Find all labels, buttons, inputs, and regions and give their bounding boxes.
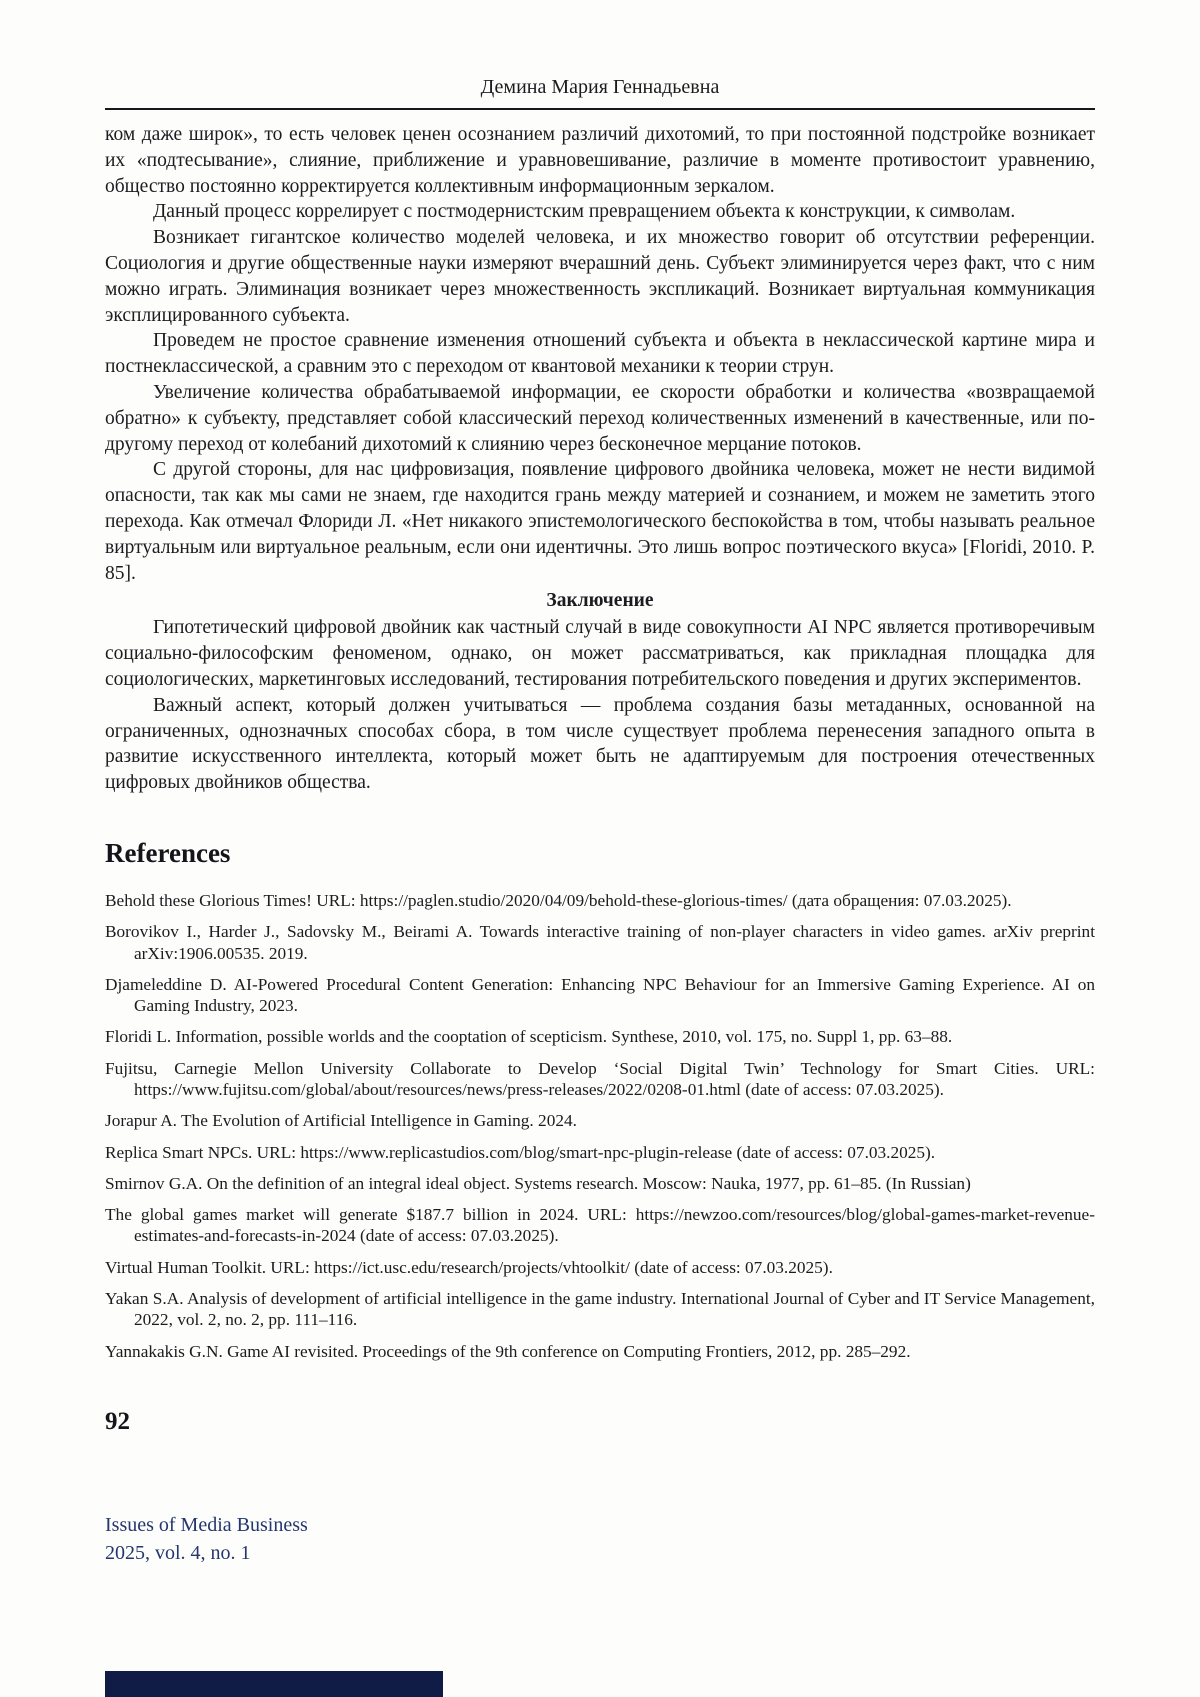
reference-item: Jorapur A. The Evolution of Artificial Intelligence in Gaming. 2024. [105,1111,577,1131]
reference-item: Replica Smart NPCs. URL: https://www.replicastudios.com/blog/smart-npc-plugin-release (date of access: 07.03.2025). [105,1142,936,1162]
footer-bar [105,1671,443,1697]
reference-item: Floridi L. Information, possible worlds and the cooptation of scepticism. Synthese, 2010, vol. 175, no. Suppl 1, pp. 63–88. [105,1027,953,1047]
running-head [105,0,1095,110]
journal-issue: 2025, vol. 4, no. 1 [105,1542,251,1564]
conclusion-paragraph: Гипотетический цифровой двойник как частный случай в виде совокупности AI NPC является противоречивым социально-философским феноменом, однако, он может рассматриваться, как прикладная площадка для социологических, маркетинговых исследований, тестирования потребительского поведения и других экспериментов. [105,617,1095,690]
reference-item: Behold these Glorious Times! URL: https://paglen.studio/2020/04/09/behold-these-glorious-times/ (дата обращения: 07.03.2025). [105,890,1012,910]
reference-item: The global games market will generate $187.7 billion in 2024. URL: https://newzoo.com/resources/blog/global-games-market-revenue-estimates-and-forecasts-in-2024 (date of access: 07.03.2025). [105,1205,1095,1246]
author-name: Демина Мария Геннадьевна [480,76,720,98]
body-paragraph: Возникает гигантское количество моделей человека, и их множество говорит об отсутствии референции. Социология и другие общественные науки измеряют вчерашний день. Субъект элиминируется через факт, что с ним можно играть. Элиминация возникает через множественность экспликаций. Возникает виртуальная коммуникация эксплицированного субъекта. [105,227,1095,326]
reference-item: Djameleddine D. AI-Powered Procedural Content Generation: Enhancing NPC Behaviour for an Immersive Gaming Experience. AI on Gaming Industry, 2023. [105,974,1095,1016]
page-footer [105,1511,308,1567]
reference-item: Fujitsu, Carnegie Mellon University Collaborate to Develop ‘Social Digital Twin’ Technology for Smart Cities. URL: https://www.fujitsu.com/global/about/resources/news/press-releases/2022/0208-01.html (date of access: 07.03.2025). [105,1058,1095,1099]
reference-item: Smirnov G.A. On the definition of an integral ideal object. Systems research. Moscow: Nauka, 1977, pp. 61–85. (In Russian) [105,1173,971,1193]
references-list [105,890,1095,1362]
body-paragraph: Увеличение количества обрабатываемой информации, ее скорости обработки и количества «возвращаемой обратно» к субъекту, представляет собой классический переход количественных изменений в качественные, или по-другому переход от колебаний дихотомий к слиянию через бесконечное мерцание потоков. [105,381,1095,455]
body-paragraph: Данный процесс коррелирует с постмодернистским превращением объекта к конструкции, к символам. [153,201,1016,223]
page-number: 92 [105,1408,130,1435]
journal-title: Issues of Media Business [105,1514,308,1536]
reference-item: Yakan S.A. Analysis of development of artificial intelligence in the game industry. International Journal of Cyber and IT Service Management, 2022, vol. 2, no. 2, pp. 111–116. [105,1289,1095,1330]
conclusion-heading: Заключение [546,590,654,612]
body-paragraph: ком даже широк», то есть человек ценен осознанием различий дихотомий, то при постоянной подстройке возникает их «подтесывание», слияние, приближение и уравновешивание, различие в моменте противостоит уравнению, общество постоянно корректируется коллективным информационным зеркалом. [105,124,1095,197]
body-paragraph: С другой стороны, для нас цифровизация, появление цифрового двойника человека, может не нести видимой опасности, так как мы сами не знаем, где находится грань между материей и сознанием, и можем не заметить этого перехода. Как отмечал Флориди Л. «Нет никакого эпистемологического беспокойства в том, чтобы называть реальное виртуальным или виртуальное реальным, если они идентичны. Это лишь вопрос поэтического вкуса» [Floridi, 2010. P. 85]. [105,459,1095,584]
reference-item: Yannakakis G.N. Game AI revisited. Proceedings of the 9th conference on Computing Frontiers, 2012, pp. 285–292. [105,1341,911,1361]
body-paragraph: Проведем не простое сравнение изменения отношений субъекта и объекта в неклассической картине мира и постнеклассической, а сравним это с переходом от квантовой механики к теории струн. [105,330,1095,378]
article-body [105,122,1095,1372]
reference-item: Virtual Human Toolkit. URL: https://ict.usc.edu/research/projects/vhtoolkit/ (date of access: 07.03.2025). [105,1257,833,1277]
conclusion-paragraph: Важный аспект, который должен учитываться — проблема создания базы метаданных, основанной на ограниченных, однозначных способах сбора, в том числе существует проблема перенесения западного опыта в развитие искусственного интеллекта, который может быть не адаптируемым для построения отечественных цифровых двойников общества. [105,694,1095,794]
references-heading: References [105,837,231,868]
reference-item: Borovikov I., Harder J., Sadovsky M., Beirami A. Towards interactive training of non-player characters in video games. arXiv preprint arXiv:1906.00535. 2019. [105,922,1095,963]
